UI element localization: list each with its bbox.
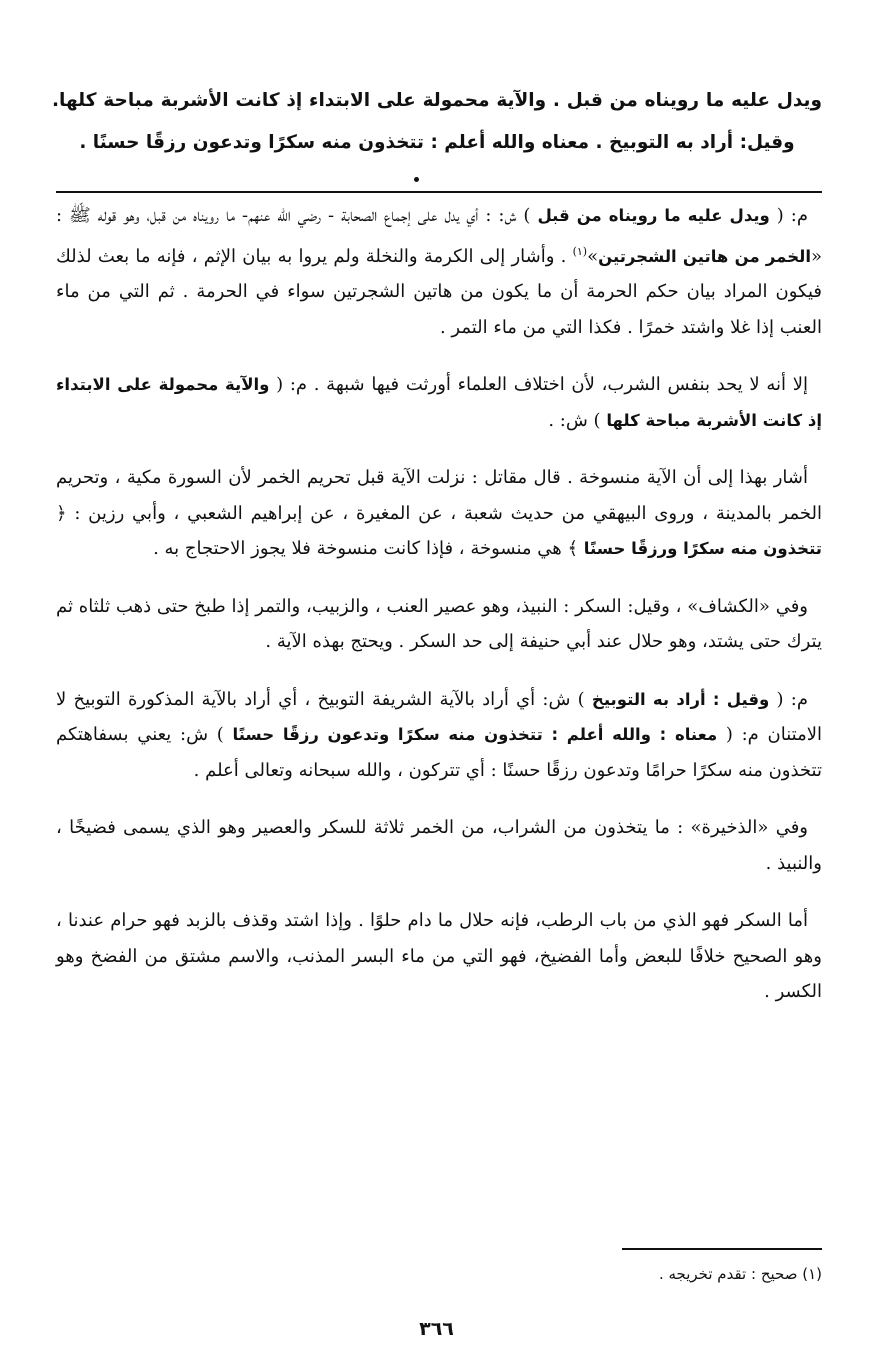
page-number: ٣٦٦ xyxy=(419,1318,454,1340)
footnote-rule xyxy=(622,1248,822,1250)
commentary-paragraph: أما السكر فهو الذي من باب الرطب، فإنه حلال ما دام حلوًا . وإذا اشتد وقذف بالزبد فهو حرام عندنا ، وهو الصحيح خلافًا للبعض وأما الفضيخ، فهو التي من ماء البسر المذنب، والاسم مشتق من الفضخ وهو الكسر . xyxy=(56,910,822,1002)
commentary-paragraph: وفي «الذخيرة» : ما يتخذون من الشراب، من الخمر ثلاثة للسكر والعصير وهو الذي يسمى فضيخًا ، والنبيذ . xyxy=(56,817,822,874)
footnote: (١) صحيح : تقدم تخريجه . xyxy=(658,1265,822,1283)
commentary-paragraph: م: ( ويدل عليه ما رويناه من قبل ) ش: : أي يدل على إجماع الصحابة - رضي الله عنهم- ما رويناه من قبل، وهو قوله ﷺ : «الخمر من هاتين الشجرتين»$^{(١)}$ . وأشار إلى الكرمة والنخلة ولم يروا به بيان الإثم ، فإنه ما بعث لذلك فيكون المراد بيان حكم الحرمة أن ما يكون من هاتين الشجرتين سواء في الحرمة . ثم التي من ماء العنب إذا غلا واشتد خمرًا . فكذا التي من ماء التمر . xyxy=(56,205,823,338)
footnote-marker: (١) xyxy=(572,244,588,258)
commentary-paragraph: إلا أنه لا يحد بنفس الشرب، لأن اختلاف العلماء أورثت فيها شبهة . م: ( والآية محمولة على الابتداء إذ كانت الأشربة مباحة كلها ) ش: . xyxy=(56,374,822,431)
matn-text: ويدل عليه ما رويناه من قبل . والآية محمولة على الابتداء إذ كانت الأشربة مباحة كلها. وقيل: أراد به التوبيخ . معناه والله أعلم : تتخذون منه سكرًا وتدعون رزقًا حسنًا . xyxy=(52,90,822,153)
commentary-paragraph: وفي «الكشاف» ، وقيل: السكر : النبيذ، وهو عصير العنب ، والزبيب، والتمر إذا طبخ حتى ذهب ثلثاه ثم يترك حتى يشتد، وهو حلال عند أبي حنيفة إلى حد السكر . ويحتج بهذه الآية . xyxy=(56,595,822,652)
separator-rule xyxy=(56,191,822,193)
separator-dot xyxy=(414,177,419,182)
commentary-paragraph: م: ( وقيل : أراد به التوبيخ ) ش: أي أراد بالآية الشريفة التوبيخ ، أي أراد بالآية المذكورة التوبيخ لا الامتنان م: ( معناه : والله أعلم : تتخذون منه سكرًا وتدعون رزقًا حسنًا ) ش: يعني بسفاهتكم تتخذون منه سكرًا حرامًا وتدعون رزقًا حسنًا : أي تتركون ، والله سبحانه وتعالى أعلم . xyxy=(56,688,822,781)
commentary-paragraph: أشار بهذا إلى أن الآية منسوخة . قال مقاتل : نزلت الآية قبل تحريم الخمر لأن السورة مكية ، وتحريم الخمر بالمدينة ، وروى البيهقي من حديث شعبة ، عن المغيرة ، عن إبراهيم الشعبي ، وأبي رزين : ﴿ تتخذون منه سكرًا ورزقًا حسنًا ﴾ هي منسوخة ، فإذا كانت منسوخة فلا يجوز الاحتجاج به . xyxy=(56,467,822,559)
commentary xyxy=(56,198,822,1010)
